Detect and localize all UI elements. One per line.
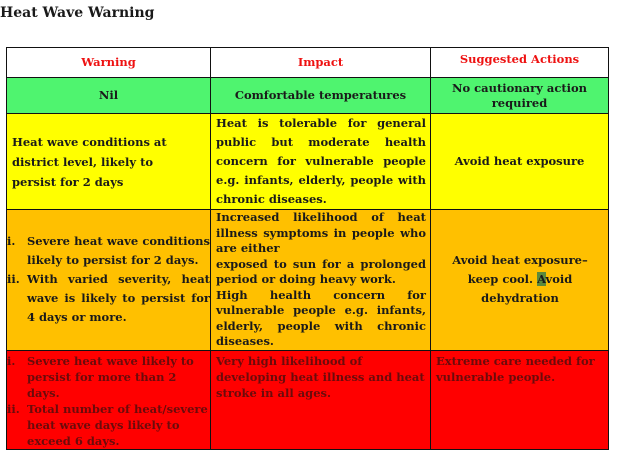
green-warning-cell: Nil	[7, 78, 211, 114]
green-actions-cell: No cautionary action required	[431, 78, 609, 114]
header-impact: Impact	[211, 48, 431, 78]
page-title: Heat Wave Warning	[0, 5, 155, 21]
red-warning-list	[7, 353, 210, 449]
orange-impact-p1: Increased likelihood of heat illness symptoms in people who are either	[216, 210, 426, 255]
list-item	[7, 353, 210, 401]
list-item	[7, 270, 210, 327]
orange-impact-cell	[211, 210, 431, 351]
list-item	[7, 232, 210, 270]
list-item-number: ii.	[7, 272, 20, 287]
yellow-warning-text: Heat wave conditions at district level, likely to persist for 2 days	[12, 134, 167, 189]
orange-impact-p2: exposed to sun for a prolonged period or doing heavy work.	[216, 256, 426, 286]
red-impact-cell	[211, 350, 431, 449]
orange-impact-p3: High health concern for vulnerable people e.g. infants, elderly, people with chronic diseases.	[216, 287, 426, 348]
yellow-impact-cell	[211, 114, 431, 210]
orange-impact-text	[211, 210, 430, 350]
list-item	[7, 401, 210, 449]
orange-actions-part1: Avoid heat exposure– keep cool.	[452, 253, 588, 287]
list-item-number: i.	[7, 234, 16, 249]
list-item-text: Severe heat wave likely to persist for more than 2 days.	[27, 353, 194, 400]
orange-actions-part2: void dehydration	[481, 272, 573, 306]
red-warning-cell	[7, 350, 211, 449]
table-row-green	[7, 78, 609, 114]
list-item-number: ii.	[7, 401, 20, 416]
orange-actions-text	[431, 251, 608, 308]
header-suggested-actions: Suggested Actions	[431, 48, 609, 78]
orange-warning-list	[7, 232, 210, 327]
list-item-text: Total number of heat/severe heat wave days likely to exceed 6 days.	[27, 401, 208, 448]
table-row-yellow	[7, 114, 609, 210]
list-item-text: Severe heat wave conditions likely to persist for 2 days.	[27, 234, 210, 268]
table-row-red	[7, 350, 609, 449]
red-actions-text: Extreme care needed for vulnerable people.	[436, 353, 595, 384]
yellow-warning-cell	[7, 114, 211, 210]
green-impact-cell: Comfortable temperatures	[211, 78, 431, 114]
orange-warning-cell	[7, 210, 211, 351]
table-row-orange	[7, 210, 609, 351]
table-header-row	[7, 48, 609, 78]
yellow-impact-text: Heat is tolerable for general public but moderate health concern for vulnerable people e.g. infants, elderly, people with chronic diseases.	[216, 116, 426, 206]
orange-actions-cell	[431, 210, 609, 351]
red-impact-text: Very high likelihood of developing heat illness and heat stroke in all ages.	[216, 353, 425, 400]
header-warning: Warning	[7, 48, 211, 78]
orange-actions-highlight: A	[537, 272, 546, 287]
list-item-text: With varied severity, heat wave is likely to persist for 4 days or more.	[27, 272, 210, 325]
red-actions-cell	[431, 350, 609, 449]
list-item-number: i.	[7, 353, 16, 368]
yellow-actions-cell: Avoid heat exposure	[431, 114, 609, 210]
heat-wave-warning-table	[6, 47, 609, 450]
